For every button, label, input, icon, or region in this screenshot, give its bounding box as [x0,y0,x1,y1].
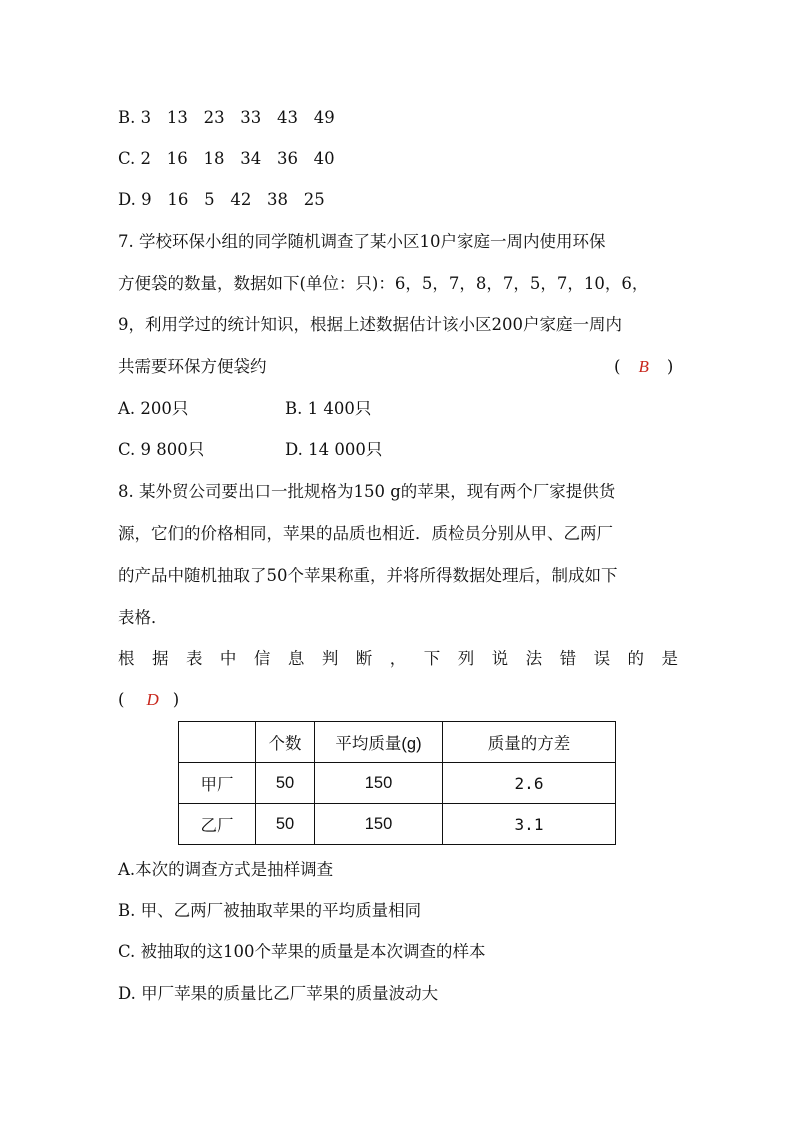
q8-char: 据 [151,649,169,668]
q8-char: 错 [559,649,577,668]
q8-option-a: A.本次的调查方式是抽样调查 [118,860,334,879]
q8-option-d: D. 甲厂苹果的质量比乙厂苹果的质量波动大 [118,984,439,1003]
q8-char: 信 [253,649,271,668]
q8-char: 判 [321,649,339,668]
table-cell: 甲厂 [179,763,256,804]
q8-char: 是 [661,649,678,668]
q7-answer: B [638,357,649,376]
q7-option-c: C. 9 800只 [118,440,205,459]
table-cell: 150 [315,804,443,845]
table-header-cell: 平均质量(g) [315,722,443,763]
paren-close: ) [172,690,180,709]
q8-answer: D [146,690,159,709]
table-row [179,804,616,845]
paren-close: ) [666,357,674,376]
q8-char: 法 [525,649,543,668]
q8-char: 中 [219,649,237,668]
q8-line-2: 源，它们的价格相同，苹果的品质也相近．质检员分别从甲、乙两厂 [118,524,613,543]
q8-char: ， [389,649,407,668]
q7-answer-bracket [614,356,673,378]
q8-option-c: C. 被抽取的这100个苹果的质量是本次调查的样本 [118,942,486,961]
q7-option-b: B. 1 400只 [285,399,372,418]
q7-line-3: 9，利用学过的统计知识，根据上述数据估计该小区200户家庭一周内 [118,315,622,334]
q8-data-table [178,721,616,845]
q8-char: 根 [118,649,135,668]
q8-char: 误 [593,649,611,668]
q8-line-1: 8. 某外贸公司要出口一批规格为150 g的苹果，现有两个厂家提供货 [118,482,616,501]
table-header-cell: 个数 [256,722,315,763]
q8-line-3: 的产品中随机抽取了50个苹果称重，并将所得数据处理后，制成如下 [118,566,618,585]
table-row [179,763,616,804]
q8-char: 息 [287,649,305,668]
table-cell: 3.1 [443,804,616,845]
option-d-prev: D. 9 16 5 42 38 25 [118,190,325,209]
option-b-prev: B. 3 13 23 33 43 49 [118,108,335,127]
q8-char: 列 [457,649,475,668]
q8-line-5 [118,648,678,670]
q8-answer-bracket [118,689,179,711]
q7-line-1: 7. 学校环保小组的同学随机调查了某小区10户家庭一周内使用环保 [118,232,606,251]
q8-char: 说 [491,649,509,668]
table-cell: 2.6 [443,763,616,804]
q7-option-d: D. 14 000只 [285,440,383,459]
q7-line-2: 方便袋的数量，数据如下(单位：只)：6，5，7，8，7，5，7，10，6， [118,274,649,293]
q8-option-b: B. 甲、乙两厂被抽取苹果的平均质量相同 [118,901,422,920]
table-cell: 50 [256,763,315,804]
table-cell: 150 [315,763,443,804]
q8-char: 的 [627,649,645,668]
table-header-cell: 质量的方差 [443,722,616,763]
table-cell: 乙厂 [179,804,256,845]
option-c-prev: C. 2 16 18 34 36 40 [118,149,335,168]
q8-char: 表 [185,649,203,668]
table-header-cell [179,722,256,763]
q7-option-a: A. 200只 [118,399,189,418]
q8-char: 下 [423,649,441,668]
paren-open: ( [614,357,621,376]
table-cell: 50 [256,804,315,845]
q8-char: 断 [355,649,373,668]
q7-line-4: 共需要环保方便袋约 [118,357,267,376]
table-header-row [179,722,616,763]
paren-open: ( [118,690,125,709]
q8-line-4: 表格． [118,608,168,627]
